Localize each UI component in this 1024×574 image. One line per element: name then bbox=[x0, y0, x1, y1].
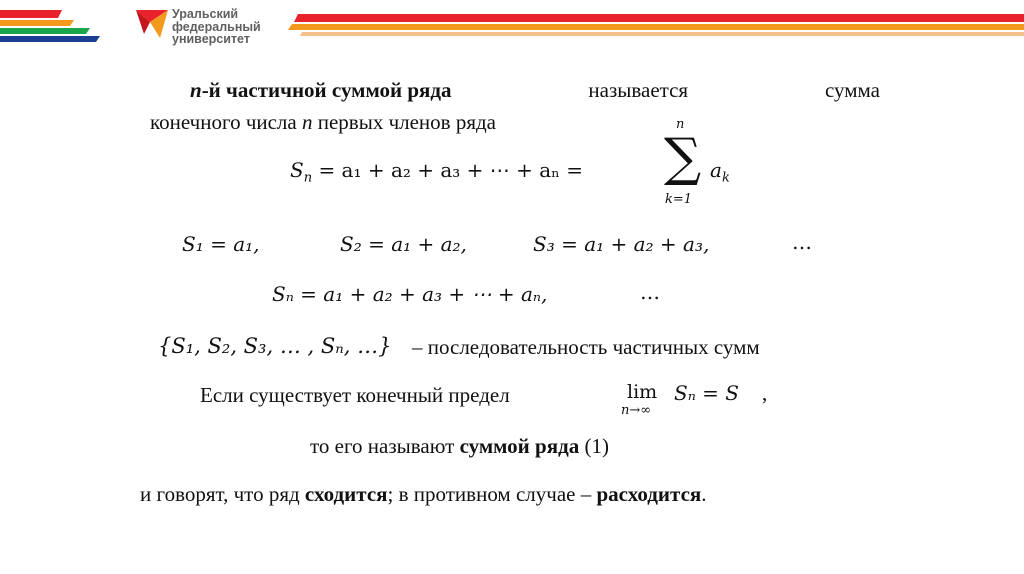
word-called: называется bbox=[588, 78, 689, 102]
definition-line-2 bbox=[150, 110, 496, 135]
limit-intro: Если существует конечный предел bbox=[200, 383, 510, 407]
lim-word: lim bbox=[627, 381, 658, 403]
partial-sum-formula bbox=[290, 158, 583, 186]
line2-n: n bbox=[301, 110, 313, 134]
sequence-description: – последовательность частичных сумм bbox=[412, 335, 760, 359]
n-italic: n bbox=[190, 78, 202, 102]
convergence-line bbox=[140, 482, 707, 507]
sequence-set: {S₁, S₂, S₃, … , Sₙ, …} bbox=[158, 334, 392, 358]
sn-expression: Sₙ = a₁ + a₂ + a₃ + ⋯ + aₙ, bbox=[272, 282, 548, 306]
sum-term bbox=[710, 158, 730, 186]
header-stripes bbox=[0, 0, 1024, 50]
header-bar bbox=[0, 0, 1024, 50]
limit-comma: , bbox=[762, 381, 768, 405]
line2-after: первых членов ряда bbox=[312, 110, 496, 134]
conv-diverges: расходится bbox=[596, 482, 702, 506]
sum-upper-limit: n bbox=[676, 117, 685, 132]
sum-term-a: a bbox=[710, 158, 722, 182]
sum-lower-limit: k=1 bbox=[665, 192, 693, 207]
line2-before: конечного числа bbox=[150, 110, 302, 134]
urfu-logo-icon bbox=[136, 10, 168, 38]
logo-line-3: университет bbox=[172, 32, 250, 46]
stripe-orange-right bbox=[288, 24, 1024, 30]
eq-lhs-sub: n bbox=[303, 170, 313, 186]
partials-ellipsis: … bbox=[792, 230, 812, 254]
conv-end: . bbox=[701, 482, 707, 506]
university-logo-text bbox=[172, 8, 261, 46]
stripe-orange-left bbox=[0, 20, 74, 26]
eq-rhs: = a₁ + a₂ + a₃ + ⋯ + aₙ = bbox=[318, 158, 583, 182]
conv-converges: сходится bbox=[304, 482, 388, 506]
stripe-peach-right bbox=[300, 32, 1024, 36]
stripe-red-right bbox=[294, 14, 1024, 22]
partial-sum-s2: S₂ = a₁ + a₂, bbox=[340, 232, 467, 256]
sn-ellipsis: … bbox=[640, 280, 660, 304]
sum-of-series-line bbox=[310, 434, 609, 459]
conv-before: и говорят, что ряд bbox=[140, 482, 305, 506]
sum-line-after: (1) bbox=[579, 434, 609, 458]
sum-line-bold: суммой ряда bbox=[459, 434, 580, 458]
word-sum: сумма bbox=[824, 78, 880, 102]
stripe-red-left bbox=[0, 10, 62, 18]
lim-subscript: n→∞ bbox=[621, 403, 652, 418]
sigma-symbol: ∑ bbox=[664, 128, 702, 188]
term-text: -й частичной суммой ряда bbox=[201, 78, 452, 102]
stripe-blue-left bbox=[0, 36, 100, 42]
sum-term-sub: k bbox=[721, 170, 730, 186]
logo-line-1: Уральский bbox=[172, 7, 239, 21]
limit-expression: Sₙ = S bbox=[674, 381, 739, 405]
sum-line-before: то его называют bbox=[310, 434, 460, 458]
definition-term bbox=[190, 78, 452, 103]
conv-middle: ; в противном случае – bbox=[387, 482, 597, 506]
stripe-green-left bbox=[0, 28, 90, 34]
definition-line-1 bbox=[190, 78, 880, 103]
eq-lhs: S bbox=[290, 158, 304, 182]
partial-sum-s3: S₃ = a₁ + a₂ + a₃, bbox=[533, 232, 710, 256]
logo-line-2: федеральный bbox=[172, 19, 261, 34]
partial-sum-s1: S₁ = a₁, bbox=[182, 232, 260, 256]
